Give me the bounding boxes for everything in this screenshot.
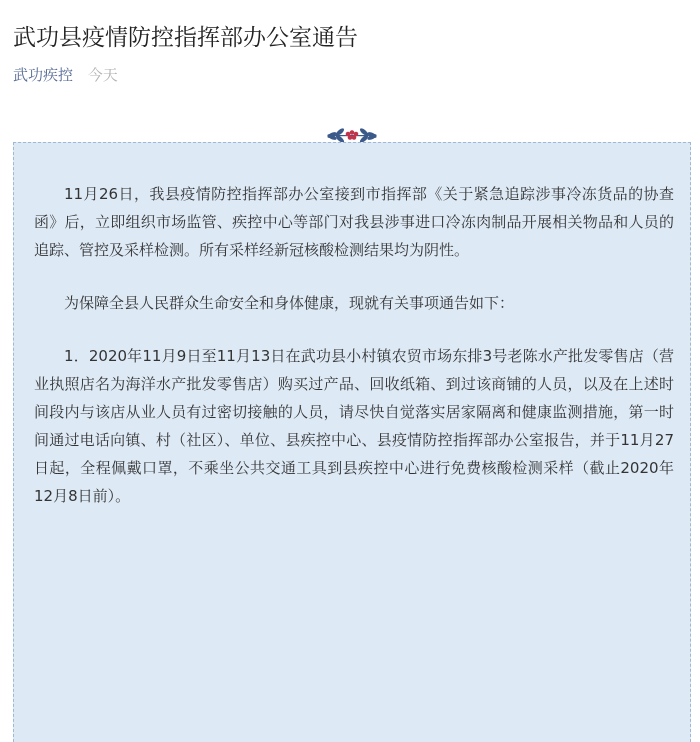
article-title: 武功县疫情防控指挥部办公室通告 <box>13 25 358 51</box>
author-link[interactable]: 武功疾控 <box>13 66 74 84</box>
notice-paragraph-intro: 11月26日，我县疫情防控指挥部办公室接到市指挥部《关于紧急追踪涉事冷冻货品的协查函》后，立即组织市场监管、疾控中心等部门对我县涉事进口冷冻肉制品开展相关物品和人员的追踪、管控及采样检测。所有采样经新冠核酸检测结果均为阴性。 <box>34 185 674 259</box>
notice-paragraph-announcement: 为保障全县人民群众生命安全和身体健康，现就有关事项通告如下： <box>64 294 515 312</box>
publish-date: 今天 <box>87 66 118 84</box>
notice-text <box>34 180 674 535</box>
notice-box <box>13 142 691 742</box>
notice-paragraph-item-1: 1．2020年11月9日至11月13日在武功县小村镇农贸市场东排3号老陈水产批发零售店（营业执照店名为海洋水产批发零售店）购买过产品、回收纸箱、到过该商铺的人员，以及在上述时间段内与该店从业人员有过密切接触的人员，请尽快自觉落实居家隔离和健康监测措施，第一时间通过电话向镇、村（社区）、单位、县疾控中心、县疫情防控指挥部办公室报告，并于11月27日起，全程佩戴口罩，不乘坐公共交通工具到县疾控中心进行免费核酸检测采样（截止2020年12月8日前）。 <box>34 347 674 505</box>
article-meta <box>13 64 118 86</box>
